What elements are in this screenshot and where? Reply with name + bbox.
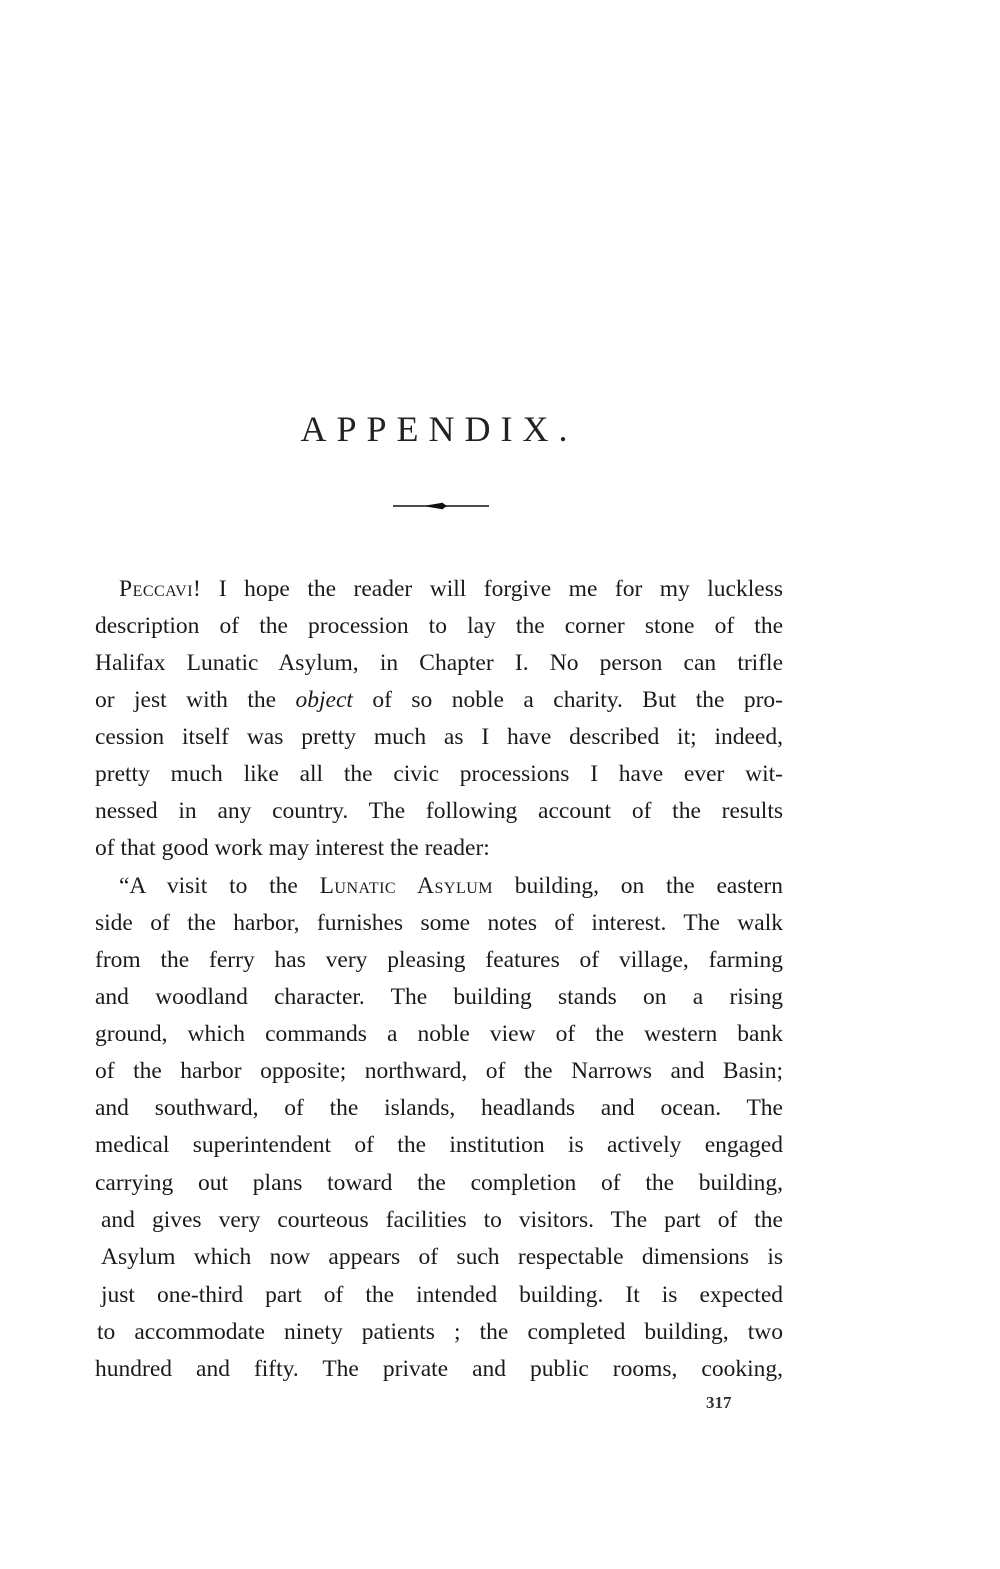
paragraph2-line14: hundred and fifty. The private and public rooms, cooking,	[95, 1356, 783, 1382]
emphasized-word: object	[295, 687, 353, 713]
paragraph1-line4-before: or jest with the	[95, 687, 277, 713]
paragraph1-line1	[119, 574, 783, 604]
paragraph2-line12: just one-third part of the intended building. It is expected	[101, 1282, 783, 1308]
paragraph2-line1-after: building, on the eastern	[514, 873, 783, 899]
paragraph1-line7: nessed in any country. The following account of the results	[95, 798, 783, 824]
paragraph2-line7: and southward, of the islands, headlands and ocean. The	[95, 1095, 783, 1121]
institution-name: Lunatic Asylum	[319, 873, 494, 899]
paragraph2-line13: to accommodate ninety patients ; the completed building, two	[97, 1319, 783, 1345]
paragraph2-line6: of the harbor opposite; northward, of the Narrows and Basin;	[95, 1058, 783, 1084]
page-number: 317	[706, 1393, 732, 1412]
paragraph2-line2: side of the harbor, furnishes some notes of interest. The walk	[95, 910, 783, 936]
page-title: APPENDIX.	[300, 409, 578, 449]
paragraph1-line2: description of the procession to lay the corner stone of the	[95, 613, 783, 639]
paragraph2-line3: from the ferry has very pleasing features of village, farming	[95, 947, 783, 973]
paragraph2-line11: Asylum which now appears of such respectable dimensions is	[101, 1244, 783, 1270]
paragraph2-line5: ground, which commands a noble view of the western bank	[95, 1021, 783, 1047]
paragraph1-line5: cession itself was pretty much as I have described it; indeed,	[95, 724, 783, 750]
paragraph2-line1	[119, 871, 783, 901]
paragraph1-line4-after: of so noble a charity. But the pro-	[372, 687, 784, 713]
paragraph1-line3: Halifax Lunatic Asylum, in Chapter I. No person can trifle	[95, 650, 783, 676]
paragraph1-line1-text: I hope the reader will forgive me for my luckless	[218, 576, 783, 602]
lead-word: Peccavi!	[119, 576, 202, 602]
paragraph1-line8: of that good work may interest the reader:	[95, 835, 490, 861]
paragraph1-line4	[95, 685, 783, 715]
paragraph2-line10: and gives very courteous facilities to visitors. The part of the	[101, 1207, 783, 1233]
paragraph2-line8: medical superintendent of the institution is actively engaged	[95, 1132, 783, 1158]
paragraph2-line1-before: “A visit to the	[119, 873, 298, 899]
paragraph1-line6: pretty much like all the civic processions I have ever wit-	[95, 761, 783, 787]
rule-with-diamond-ornament-icon	[393, 500, 489, 512]
paragraph2-line9: carrying out plans toward the completion of the building,	[95, 1170, 783, 1196]
paragraph2-line4: and woodland character. The building stands on a rising	[95, 984, 783, 1010]
